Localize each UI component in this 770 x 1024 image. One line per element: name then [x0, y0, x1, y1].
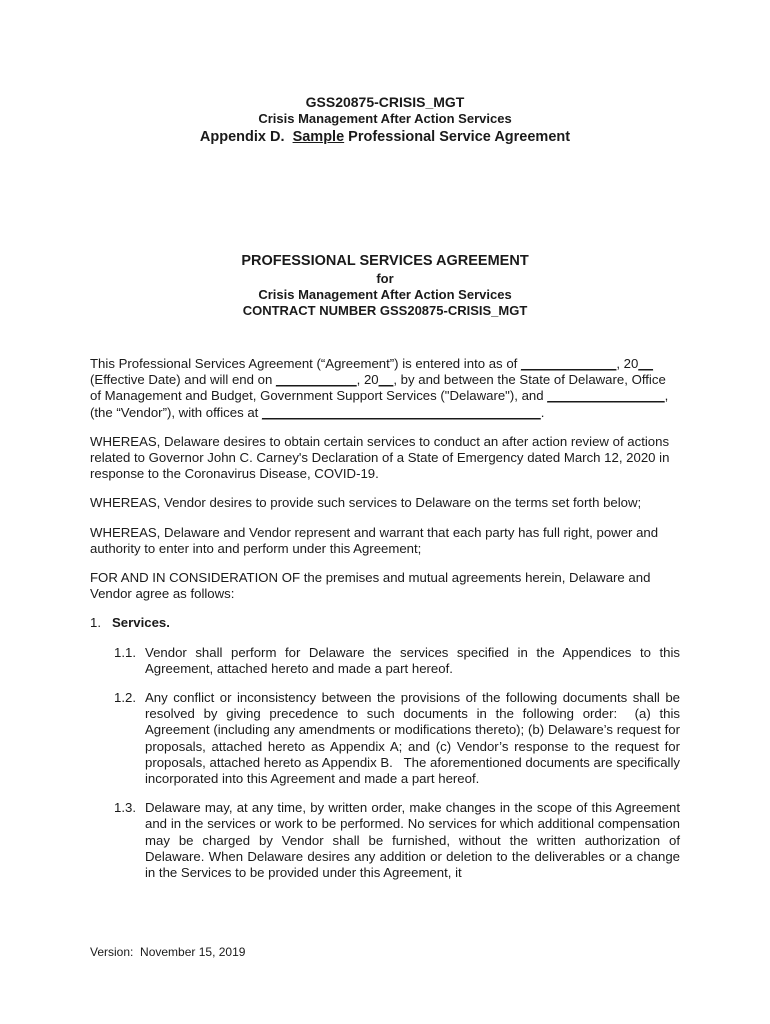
whereas-paragraph: WHEREAS, Delaware desires to obtain certain services to conduct an after action review of actions related to Governor John C. Carney's Declaration of a State of Emergency dated March 12, 2020 in response to the Coronavirus Disease, COVID-19.	[90, 433, 670, 482]
whereas-paragraph: WHEREAS, Vendor desires to provide such services to Delaware on the terms set forth below;	[90, 495, 642, 511]
subsection-number: 1.3.	[114, 800, 136, 816]
consideration-paragraph: FOR AND IN CONSIDERATION OF the premises and mutual agreements herein, Delaware and Vendor agree as follows:	[90, 570, 651, 602]
effective-date-blank: _____________	[520, 356, 617, 371]
document-subtitle: Crisis Management After Action Services	[258, 111, 512, 126]
agreement-body	[90, 356, 684, 894]
subsection	[90, 800, 680, 881]
subsection-text: Vendor shall perform for Delaware the services specified in the Appendices to this Agreement, attached hereto and made a part hereof.	[145, 644, 680, 676]
end-date-blank: ___________	[275, 372, 357, 388]
intro-text-6: , (the “Vendor”), with offices at	[90, 388, 669, 420]
subsection-number: 1.2.	[114, 690, 136, 706]
section-number: 1.	[90, 615, 101, 631]
intro-paragraph	[90, 356, 680, 421]
agreement-title-block	[0, 252, 770, 319]
subsection	[90, 690, 684, 787]
end-year-blank: __	[378, 372, 394, 388]
appendix-heading	[0, 127, 770, 147]
intro-text-3: (Effective Date) and will end on	[90, 372, 276, 388]
appendix-sample: Sample	[292, 129, 345, 145]
intro-text-4: , 20	[356, 372, 379, 388]
contract-number: CONTRACT NUMBER GSS20875-CRISIS_MGT	[242, 303, 528, 318]
section-heading	[90, 615, 680, 631]
document-id: GSS20875-CRISIS_MGT	[305, 94, 465, 110]
vendor-name-blank: ________________	[547, 388, 665, 404]
subsection-number: 1.1.	[114, 644, 136, 660]
whereas-paragraph: WHEREAS, Delaware and Vendor represent and warrant that each party has full right, power and authority to enter into and perform under this Agreement;	[90, 524, 659, 556]
intro-text-2: , 20	[616, 356, 639, 371]
effective-year-blank: __	[638, 356, 654, 371]
vendor-address-blank: ______________________________________	[262, 404, 541, 420]
appendix-prefix: Appendix D.	[199, 129, 293, 145]
appendix-suffix: Professional Service Agreement	[344, 129, 571, 145]
version-footer: Version: November 15, 2019	[90, 945, 246, 959]
subsection	[90, 645, 680, 677]
intro-text-7: .	[540, 404, 545, 420]
agreement-title: PROFESSIONAL SERVICES AGREEMENT	[241, 253, 529, 269]
subsection-text: Any conflict or inconsistency between the provisions of the following documents shall be resolved by giving precedence to such documents in the following order: (a) this Agreement (including any amendments or modifications thereto); (b) Delaware’s request for proposals, attached hereto as Appendix A; and (c) Vendor’s response to the request for proposals, attached hereto as Appendix B. The aforementioned documents are specifically incorporated into this Agreement and made a part hereof.	[145, 690, 684, 787]
subsection-text: Delaware may, at any time, by written order, make changes in the scope of this Agreement and in the services or work to be performed. No services for which additional compensation may be charged by Vendor shall be furnished, without the written authorization of Delaware. When Delaware desires any addition or deletion to the deliverables or a change in the Services to be provided under this Agreement, it	[145, 800, 680, 881]
intro-text-5: , by and between the State of Delaware, Office of Management and Budget, Government Support Services ("Delaware"), and	[90, 372, 666, 404]
document-header	[0, 93, 770, 147]
agreement-service: Crisis Management After Action Services	[258, 287, 512, 302]
agreement-for: for	[376, 271, 394, 286]
section-label: Services.	[112, 615, 170, 631]
intro-text-1: This Professional Services Agreement (“Agreement”) is entered into as of	[90, 356, 521, 371]
